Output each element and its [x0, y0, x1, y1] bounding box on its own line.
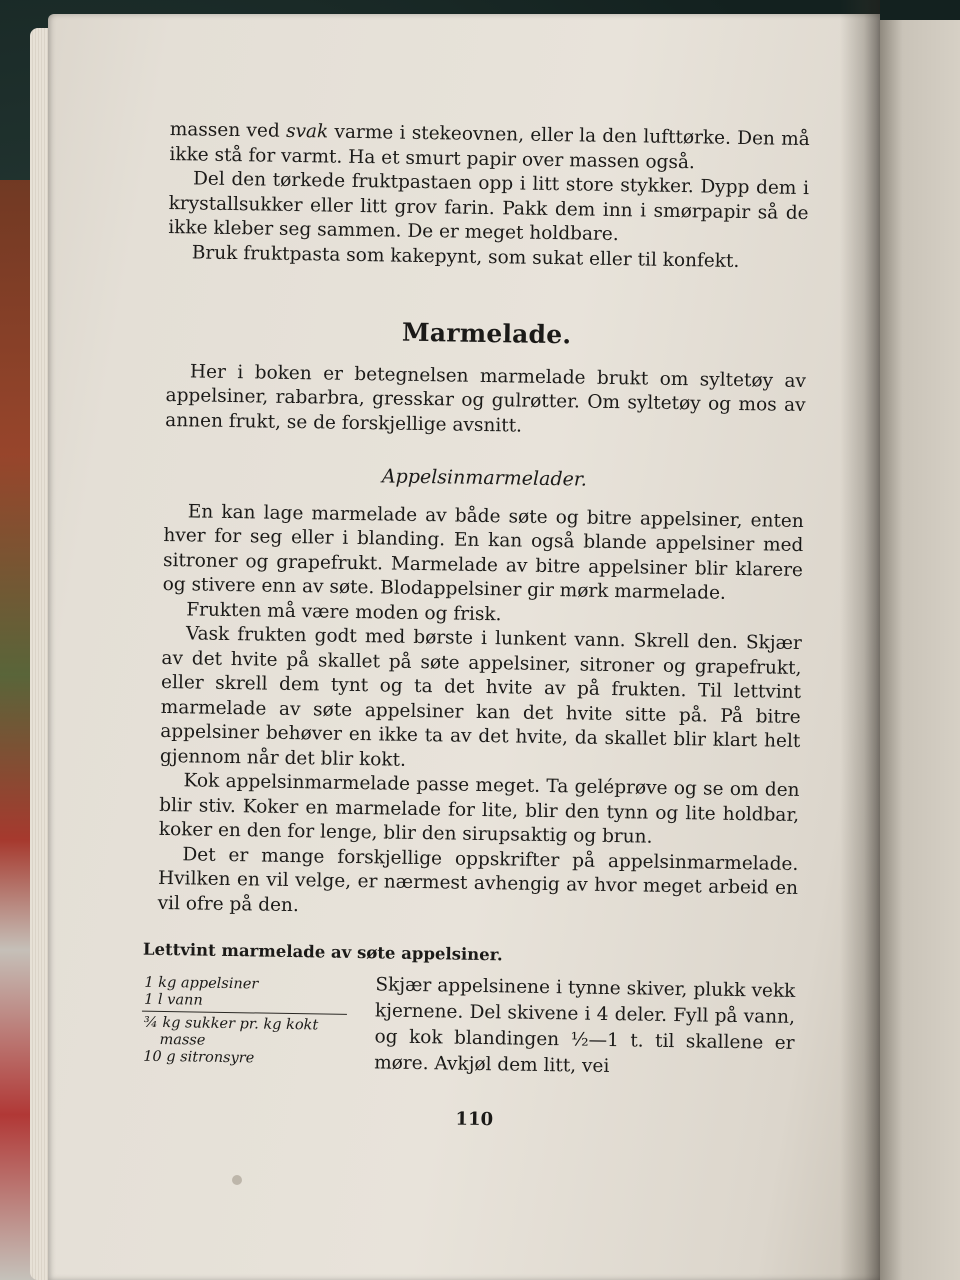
section-title: Marmelade.: [401, 317, 572, 350]
ingredient-item: masse: [159, 1031, 206, 1049]
intro-paragraph-2: Del den tørkede fruktpastaen opp i litt store stykker. Dypp dem i krystallsukker eller litt grov farin. Pakk dem inn i smørpapir så de ikke kleber seg sammen. De er meget holdbare.: [168, 168, 810, 246]
body-paragraph-2: Frukten må være moden og frisk.: [186, 598, 502, 625]
ingredient-item: ¾ kg sukker pr. kg kokt: [143, 1014, 319, 1033]
body-paragraph-3: Vask frukten godt med børste i lunkent vann. Skrell den. Skjær av det hvite på skallet på søte appelsiner, sitroner og grapefrukt, eller skrell dem tynt og ta det hvite av på frukten. Til lettvint marmelade av søte appelsiner kan det hvite sitte på. På bitre appelsiner behøver en ikke ta av det hvite, da skallet blir klart helt gjennom når det blir kokt.: [159, 623, 802, 771]
ingredient-item: 10 g sitronsyre: [143, 1048, 255, 1066]
page-text: [142, 118, 810, 1137]
ingredient-list: [141, 968, 348, 1075]
gutter-shadow: [840, 0, 880, 1280]
body-paragraph-4: Kok appelsinmarmelade passe meget. Ta geléprøve og se om den blir stiv. Koker en marmelade for lite, blir den tynn og lite holdbar, koker en den for lenge, blir den sirupsaktig og brun.: [158, 770, 800, 848]
recipe-title: Lettvint marmelade av søte appelsiner.: [142, 939, 503, 965]
recipe: [141, 968, 797, 1082]
recipe-method: Skjær appelsinene i tynne skiver, plukk vekk kjernene. Del skivene i 4 deler. Fyll på vann, og kok blandingen ½—1 t. til skallene er møre. Avkjøl dem litt, vei: [374, 973, 796, 1077]
ingredient-item: 1 kg appelsiner: [144, 974, 259, 992]
intro-paragraph-3: Bruk fruktpasta som kakepynt, som sukat eller til konfekt.: [191, 241, 740, 272]
intro-text-start: massen ved: [169, 118, 287, 142]
body-paragraph-1: En kan lage marmelade av både søte og bitre appelsiner, enten hver for seg eller i blanding. En kan også blande appelsiner med sitroner og grapefrukt. Marmelade av bitre appelsiner blir klarere og stivere enn av søte. Blodappelsiner gir mørk marmelade.: [162, 500, 804, 604]
facing-page: [878, 20, 960, 1280]
section-paragraph: Her i boken er betegnelsen marmelade brukt om syltetøy av appelsiner, rabarbra, gresskar og gulrøtter. Om syltetøy og mos av annen frukt, se de forskjellige avsnitt.: [165, 360, 807, 437]
subsection-title: Appelsinmarmelader.: [381, 465, 588, 491]
body-paragraph-5: Det er mange forskjellige oppskrifter på appelsinmarmelade. Hvilken en vil velge, er nærmest avhengig av hvor meget arbeid en vil ofre på den.: [157, 843, 799, 916]
intro-emphasis: svak: [285, 120, 329, 143]
ingredient-item: 1 l vann: [144, 991, 203, 1009]
page-spot: [232, 1175, 242, 1185]
page-number: 110: [455, 1108, 494, 1130]
intro-text-end: varme i stekeovnen, eller la den lufttørke. Den må ikke stå for varmt. Ha et smurt papir over massen også.: [169, 121, 810, 173]
